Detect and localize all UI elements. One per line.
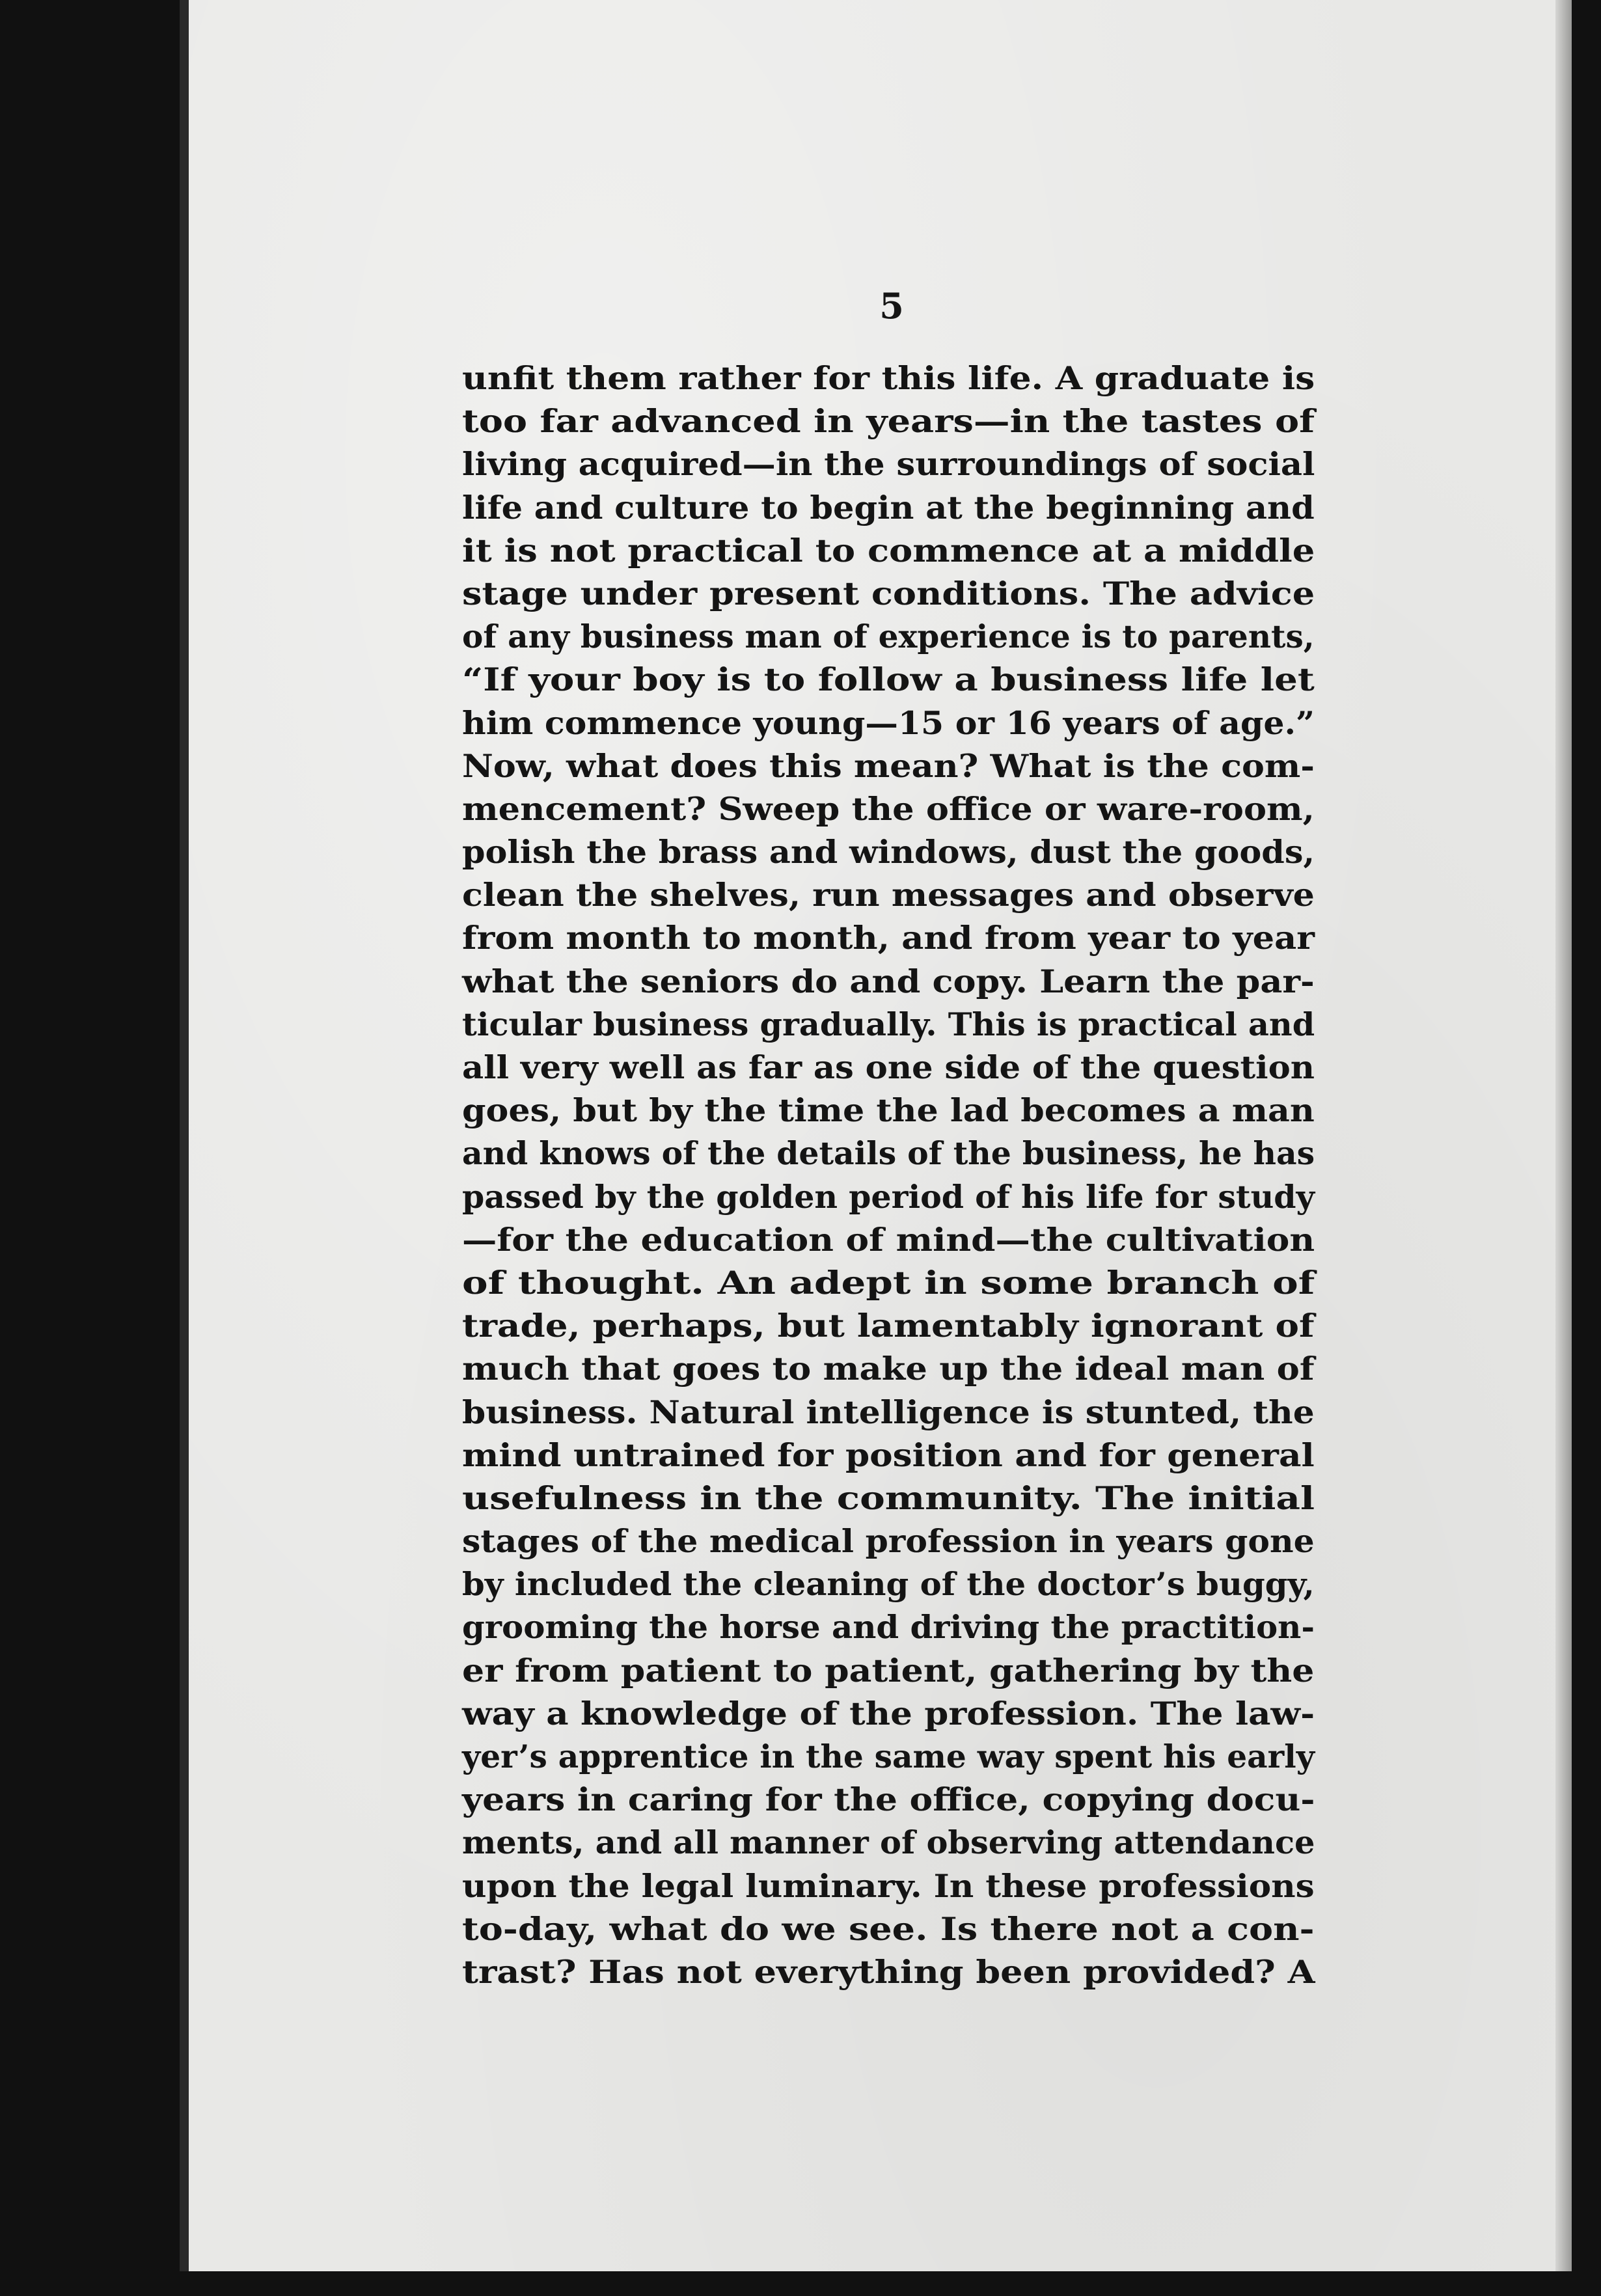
text-line: him commence young—15 or 16 years of age.” [462,704,1315,742]
text-line: goes, but by the time the lad becomes a man [462,1091,1315,1130]
text-line: trade, perhaps, but lamentably ignorant of [462,1307,1315,1345]
text-line: “If your boy is to follow a business life let [462,661,1315,699]
text-line: living acquired—in the surroundings of social [462,445,1315,484]
text-line: of any business man of experience is to parents, [462,618,1315,656]
text-line: mind untrained for position and for general [462,1436,1315,1474]
text-line: too far advanced in years—in the tastes of [462,402,1315,441]
text-line: grooming the horse and driving the practition- [462,1608,1315,1647]
text-line: life and culture to begin at the beginning and [462,488,1315,526]
text-line: by included the cleaning of the doctor’s buggy, [462,1565,1315,1604]
text-line: all very well as far as one side of the question [462,1048,1315,1086]
text-line: yer’s apprentice in the same way spent his early [462,1738,1315,1775]
text-line: stages of the medical profession in years gone [462,1522,1315,1561]
text-line: ticular business gradually. This is practical and [462,1005,1315,1043]
text-line: years in caring for the office, copying docu- [462,1781,1315,1819]
text-line: it is not practical to commence at a middle [462,531,1315,569]
text-line: mencement? Sweep the office or ware-room, [462,789,1315,828]
text-line: of thought. An adept in some branch of [462,1263,1315,1302]
text-line: to-day, what do we see. Is there not a con- [462,1909,1315,1948]
book-spine-edge [180,0,189,2271]
page-right-edge-shadow [1555,0,1572,2271]
text-line: passed by the golden period of his life for study [462,1177,1315,1216]
text-line: polish the brass and windows, dust the goods, [462,833,1315,871]
text-line: unfit them rather for this life. A graduate is [462,359,1315,397]
text-line: stage under present conditions. The advice [462,574,1315,612]
text-line: usefulness in the community. The initial [462,1479,1315,1517]
body-text [462,357,1315,1993]
text-line: clean the shelves, run messages and observe [462,876,1315,914]
text-line: from month to month, and from year to year [462,919,1315,957]
text-line: and knows of the details of the business, he has [462,1134,1315,1173]
text-line: upon the legal luminary. In these professions [462,1866,1315,1905]
text-line: way a knowledge of the profession. The law- [462,1694,1315,1732]
text-line: business. Natural intelligence is stunted, the [462,1393,1315,1431]
text-line: trast? Has not everything been provided? A [462,1952,1315,1991]
page-number: 5 [879,285,904,327]
text-line: Now, what does this mean? What is the com- [462,746,1315,785]
text-line: —for the education of mind—the cultivation [462,1220,1315,1259]
text-line: er from patient to patient, gathering by the [462,1651,1315,1689]
text-line: what the seniors do and copy. Learn the par- [462,962,1315,1000]
text-line: much that goes to make up the ideal man of [462,1350,1315,1388]
text-line: ments, and all manner of observing attendance [462,1824,1315,1862]
